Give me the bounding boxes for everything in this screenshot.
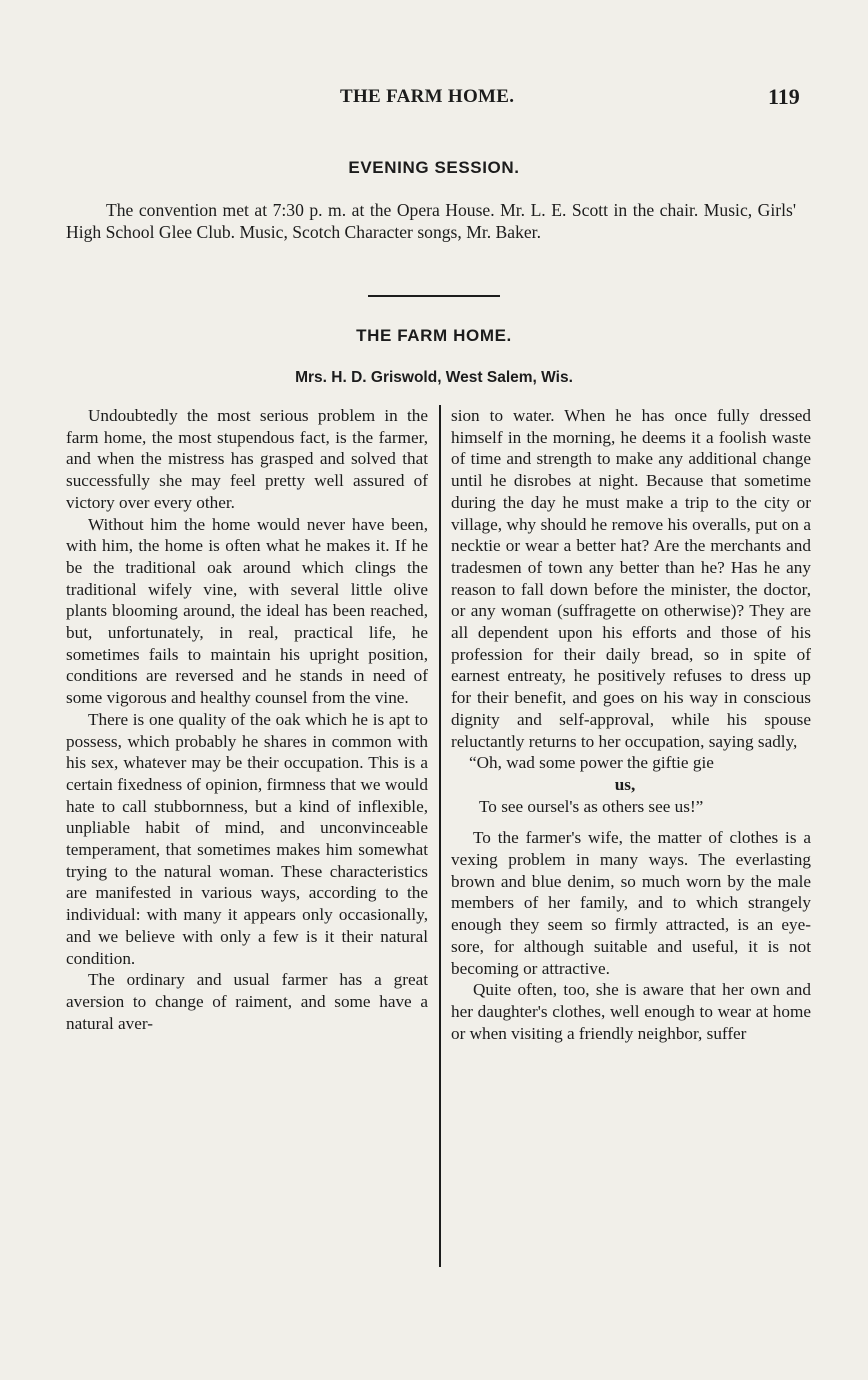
right-column xyxy=(451,405,811,1044)
article-title: THE FARM HOME. xyxy=(356,326,512,345)
section-divider xyxy=(368,295,500,297)
running-title: THE FARM HOME. xyxy=(340,86,515,107)
page-number: 119 xyxy=(768,84,800,109)
running-head xyxy=(0,86,868,112)
paragraph: Without him the home would never have been, with him, the home is often what he makes it. If he be the traditional oak around which clings the traditional wifely vine, with several little olive plants blooming around, the ideal has been reached, but, unfortunately, in real, practical life, he sometimes fails to maintain his upright position, conditions are reversed and he stands in need of some vigorous and healthy counsel from the vine. xyxy=(66,514,428,708)
verse-line-1: “Oh, wad some power the giftie gie xyxy=(469,753,714,773)
paragraph: Quite often, too, she is aware that her own and her daughter's clothes, well enough to wear at home or when visiting a friendly neighbor, suffer xyxy=(451,980,811,1043)
verse-line-2: us, xyxy=(614,774,636,794)
paragraph: To the farmer's wife, the matter of clothes is a vexing problem in many ways. The everlasting brown and blue denim, so much worn by the male members of her family, and to which strangely enough they seem so firmly attracted, is an eye-sore, for although suitable and useful, it is not becoming or attractive. xyxy=(451,828,811,978)
column-rule xyxy=(439,405,441,1267)
paragraph: Undoubtedly the most serious problem in the farm home, the most stupendous fact, is the farmer, and when the mistress has grasped and solved that successfully she may feel pretty well assured of victory over every other. xyxy=(66,406,428,512)
session-heading: EVENING SESSION. xyxy=(348,158,520,177)
spacer xyxy=(451,817,811,827)
paragraph: There is one quality of the oak which he is apt to possess, which probably he shares in common with his sex, whatever may be their occupation. This is a certain fixedness of opinion, firmness that we would hate to call stubbornness, but a kind of inflexible, unpliable habit of mind, and unconvinceable temperament, that sometimes makes him somewhat trying to the natural woman. These characteristics are manifested in various ways, according to the individual: with many it appears only occasionally, and we believe with only a few is it their natural condition. xyxy=(66,709,428,968)
verse-line-3: To see oursel's as others see us!” xyxy=(479,796,704,816)
verse-quote xyxy=(451,752,811,817)
session-paragraph: The convention met at 7:30 p. m. at the Opera House. Mr. L. E. Scott in the chair. Music, Girls' High School Glee Club. Music, Scotch Character songs, Mr. Baker. xyxy=(66,200,796,242)
article-byline: Mrs. H. D. Griswold, West Salem, Wis. xyxy=(295,369,573,386)
paragraph: The ordinary and usual farmer has a great aversion to change of raiment, and some have a natural aver- xyxy=(66,970,428,1033)
left-column xyxy=(66,405,428,1034)
paragraph-continued: sion to water. When he has once fully dressed himself in the morning, he deems it a foolish waste of time and strength to make any additional change until he disrobes at night. Because that sometime during the day he must make a trip to the city or village, why should he remove his overalls, put on a necktie or wear a better hat? Are the merchants and tradesmen of town any better than he? Has he any reason to fall down before the minister, the doctor, or any woman (suffragette on otherwise)? They are all dependent upon his efforts and those of his profession for their daily bread, so in spite of earnest entreaty, he positively refuses to dress up for their benefit, and goes on his way in conscious dignity and self-approval, while his spouse reluctantly returns to her occupation, saying sadly, xyxy=(451,406,811,751)
